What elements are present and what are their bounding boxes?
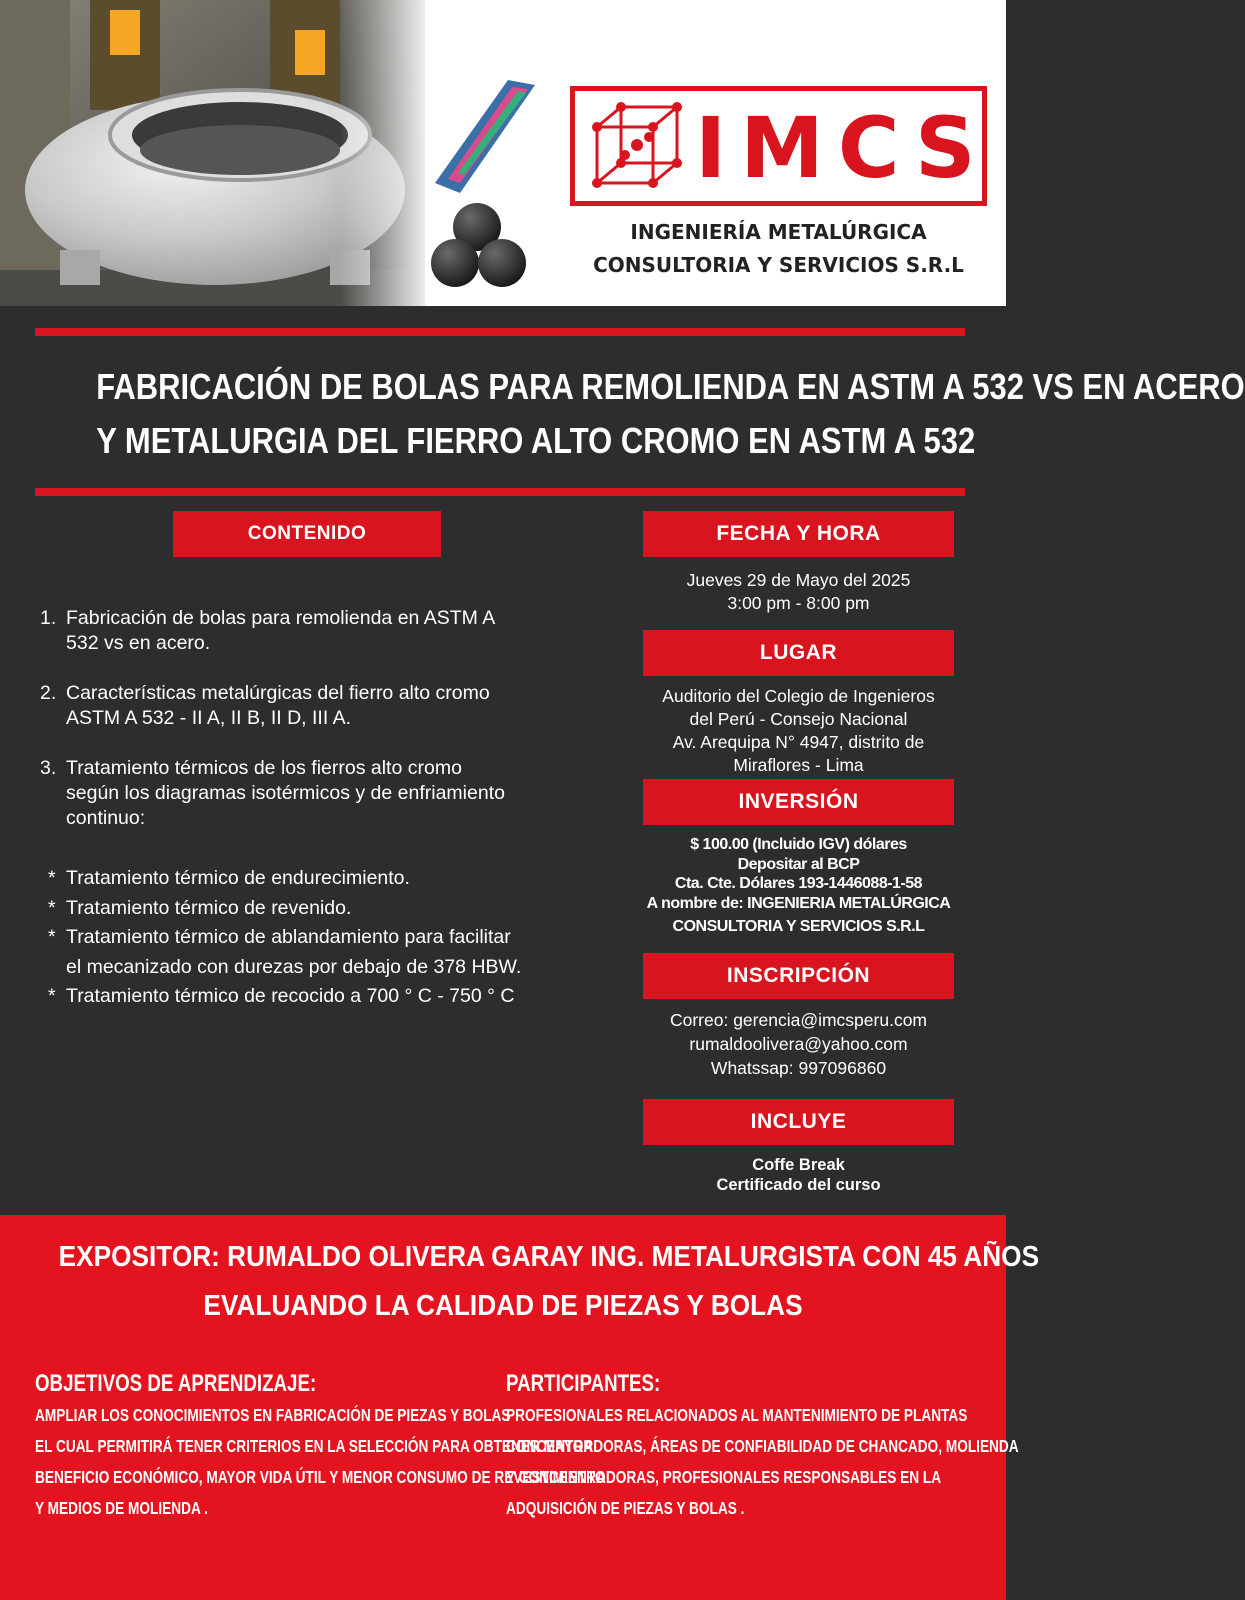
whatsapp-number[interactable]: Whatssap: 997096860	[710, 1058, 887, 1078]
item-number: 1.	[40, 607, 57, 629]
treatment-bullets	[48, 864, 628, 1012]
fecha-section	[643, 511, 954, 615]
participantes-line: ADQUISICIÓN DE PIEZAS Y BOLAS .	[506, 1498, 745, 1518]
lugar-line: Miraflores - Lima	[733, 755, 864, 775]
inscripcion-section	[643, 953, 954, 1080]
divider-top	[35, 328, 965, 336]
participantes-section	[506, 1368, 1019, 1524]
inscripcion-heading: INSCRIPCIÓN	[643, 953, 954, 999]
bullet-item	[48, 982, 628, 1012]
list-item	[40, 681, 620, 731]
bullet-text: el mecanizado con durezas por debajo de 378 HBW.	[66, 955, 522, 978]
participantes-heading: PARTICIPANTES:	[506, 1370, 661, 1397]
lugar-heading: LUGAR	[643, 630, 954, 676]
item-text: ASTM A 532 - II A, II B, II D, III A.	[66, 707, 352, 729]
item-text: Características metalúrgicas del fierro alto cromo	[66, 682, 490, 704]
expositor-line-1: EXPOSITOR: RUMALDO OLIVERA GARAY ING. METALURGISTA CON 45 AÑOS	[58, 1241, 1040, 1273]
item-text: continuo:	[66, 807, 146, 829]
bullet-text: Tratamiento térmico de recocido a 700 ° C - 750 ° C	[66, 985, 515, 1007]
participantes-line: Y CONCENTRADORAS, PROFESIONALES RESPONSABLES EN LA	[506, 1467, 942, 1487]
item-number: 2.	[40, 682, 57, 704]
company-line-1: INGENIERÍA METALÚRGICA	[630, 220, 927, 244]
objetivos-line: EL CUAL PERMITIRÁ TENER CRITERIOS EN LA SELECCIÓN PARA OBTENER MAYOR	[35, 1436, 594, 1456]
company-name	[570, 216, 987, 282]
incluye-details	[643, 1156, 954, 1195]
bullet-item	[48, 894, 628, 924]
bullet-item	[48, 864, 628, 894]
participantes-line: PROFESIONALES RELACIONADOS AL MANTENIMIENTO DE PLANTAS	[506, 1405, 968, 1425]
title-line-2: Y METALURGIA DEL FIERRO ALTO CROMO EN ASTM A 532	[96, 420, 976, 461]
title-line-1: FABRICACIÓN DE BOLAS PARA REMOLIENDA EN ASTM A 532 VS EN ACERO	[96, 366, 1245, 407]
inversion-details	[623, 835, 974, 937]
inversion-line: $ 100.00 (Incluido IGV) dólares	[690, 836, 907, 853]
incluye-line: Certificado del curso	[716, 1175, 881, 1194]
item-number: 3.	[40, 757, 57, 779]
bullet-star: *	[48, 896, 56, 919]
participantes-line: CONCENTRADORAS, ÁREAS DE CONFIABILIDAD DE CHANCADO, MOLIENDA	[506, 1436, 1019, 1456]
inversion-line: CONSULTORIA Y SERVICIOS S.R.L	[672, 918, 925, 935]
lugar-line: del Perú - Consejo Nacional	[689, 709, 908, 729]
email-primary[interactable]: Correo: gerencia@imcsperu.com	[669, 1010, 928, 1030]
item-text: según los diagramas isotérmicos y de enfriamiento	[66, 782, 505, 804]
item-text: Fabricación de bolas para remolienda en ASTM A	[66, 607, 496, 629]
bullet-star: *	[48, 985, 56, 1007]
list-item	[40, 756, 620, 831]
inversion-line: Cta. Cte. Dólares 193-1446088-1-58	[674, 875, 923, 892]
bullet-star: *	[48, 867, 56, 889]
lugar-details	[643, 685, 954, 777]
bullet-text: Tratamiento térmico de ablandamiento para facilitar	[66, 926, 511, 948]
fecha-heading: FECHA Y HORA	[643, 511, 954, 557]
inversion-heading: INVERSIÓN	[643, 779, 954, 825]
lugar-line: Auditorio del Colegio de Ingenieros	[662, 686, 935, 706]
divider-bottom	[35, 488, 965, 496]
bullet-star: *	[48, 926, 56, 948]
list-item	[40, 606, 620, 656]
objetivos-heading: OBJETIVOS DE APRENDIZAJE:	[35, 1370, 317, 1397]
company-line-2: CONSULTORIA Y SERVICIOS S.R.L	[593, 253, 964, 277]
email-secondary[interactable]: rumaldoolivera@yahoo.com	[689, 1034, 908, 1054]
fecha-time: 3:00 pm - 8:00 pm	[727, 593, 870, 613]
item-text: 532 vs en acero.	[66, 632, 211, 654]
bullet-text: Tratamiento térmico de endurecimiento.	[66, 867, 410, 889]
inscripcion-details	[643, 1008, 954, 1080]
incluye-heading: INCLUYE	[643, 1099, 954, 1145]
inversion-line: Depositar al BCP	[737, 855, 860, 873]
imcs-logo	[570, 86, 990, 206]
footer-section	[0, 1215, 1040, 1600]
lugar-section	[643, 630, 954, 777]
bullet-item	[48, 923, 628, 982]
contenido-heading: CONTENIDO	[173, 511, 441, 557]
crystal-lattice-icon	[591, 103, 683, 189]
fecha-details	[643, 569, 954, 615]
contenido-list	[40, 606, 620, 856]
objetivos-line: AMPLIAR LOS CONOCIMIENTOS EN FABRICACIÓN DE PIEZAS Y BOLAS	[35, 1405, 511, 1425]
item-text: Tratamiento térmicos de los fierros alto cromo	[66, 757, 462, 779]
inversion-section	[643, 779, 954, 937]
page-title	[96, 360, 1245, 468]
liner-and-balls-image	[430, 75, 550, 295]
expositor-line-2: EVALUANDO LA CALIDAD DE PIEZAS Y BOLAS	[203, 1290, 803, 1322]
objetivos-line: Y MEDIOS DE MOLIENDA .	[35, 1498, 208, 1518]
inversion-line: A nombre de: INGENIERIA METALÚRGICA	[646, 894, 951, 912]
fecha-date: Jueves 29 de Mayo del 2025	[686, 570, 911, 590]
objetivos-line: BENEFICIO ECONÓMICO, MAYOR VIDA ÚTIL Y MENOR CONSUMO DE REVESTIMIENTO	[35, 1467, 606, 1487]
incluye-line: Coffe Break	[752, 1156, 845, 1174]
header-banner	[0, 0, 1006, 306]
expositor-banner	[58, 1233, 1040, 1331]
pump-casing-photo	[0, 0, 425, 306]
logo-wordmark: IMCS	[695, 99, 990, 197]
lugar-line: Av. Arequipa N° 4947, distrito de	[672, 732, 925, 752]
incluye-section	[643, 1099, 954, 1195]
bullet-text: Tratamiento térmico de revenido.	[66, 896, 352, 919]
